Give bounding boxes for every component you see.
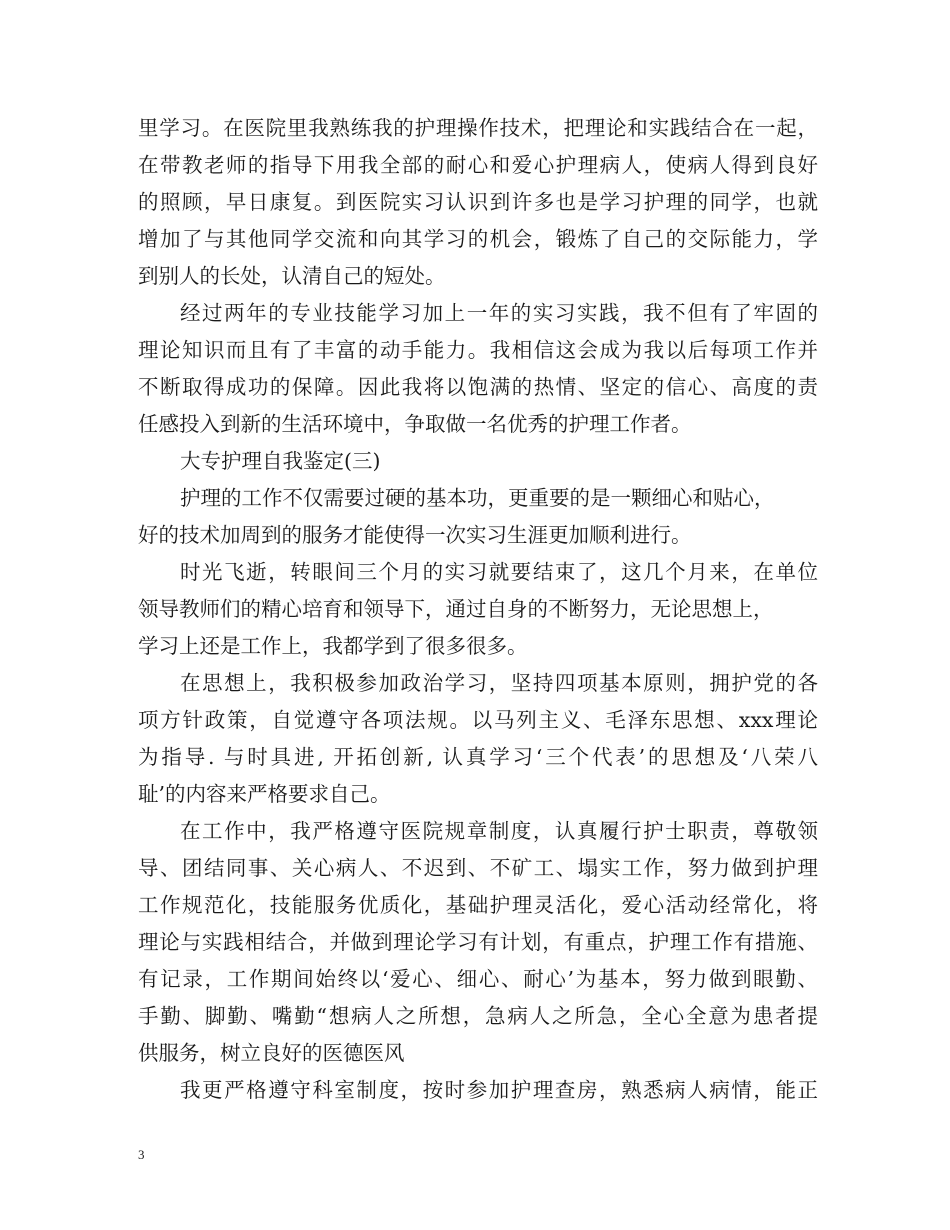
text-line: 有记录，工作期间始终以‘爱心、细心、耐心’为基本，努力做到眼勤、 xyxy=(138,967,818,991)
text-line: 领导教师们的精心培育和领导下，通过自身的不断努力，无论思想上， xyxy=(138,597,774,621)
text-line: 我更严格遵守科室制度，按时参加护理查房，熟悉病人病情，能正 xyxy=(180,1078,818,1102)
text-line: 好的技术加周到的服务才能使得一次实习生涯更加顺利进行。 xyxy=(138,523,692,547)
text-line: 任感投入到新的生活环境中，争取做一名优秀的护理工作者。 xyxy=(138,412,692,436)
page-number: 3 xyxy=(138,1147,145,1162)
text-line: 耻’的内容来严格要求自己。 xyxy=(138,782,391,806)
text-line: 为指导. 与时具进, 开拓创新, 认真学习‘三个代表’的思想及‘八荣八 xyxy=(138,745,818,769)
text-line: 理论与实践相结合，并做到理论学习有计划，有重点，护理工作有措施、 xyxy=(138,930,818,954)
document-body xyxy=(138,110,818,1109)
text-line: 手勤、脚勤、嘴勤“想病人之所想，急病人之所急，全心全意为患者提 xyxy=(138,1004,818,1028)
text-line: 不断取得成功的保障。因此我将以饱满的热情、坚定的信心、高度的责 xyxy=(138,375,818,399)
text-line: 项方针政策，自觉遵守各项法规。以马列主义、毛泽东思想、xxx理论 xyxy=(138,708,818,732)
text-line: 的照顾，早日康复。到医院实习认识到许多也是学习护理的同学，也就 xyxy=(138,190,818,214)
text-line: 里学习。在医院里我熟练我的护理操作技术，把理论和实践结合在一起， xyxy=(138,116,818,140)
text-line: 导、团结同事、关心病人、不迟到、不矿工、塌实工作，努力做到护理 xyxy=(138,856,818,880)
text-line: 经过两年的专业技能学习加上一年的实习实践，我不但有了牢固的 xyxy=(180,301,818,325)
text-line: 大专护理自我鉴定(三) xyxy=(180,449,381,473)
text-line: 在带教老师的指导下用我全部的耐心和爱心护理病人，使病人得到良好 xyxy=(138,153,818,177)
text-line: 护理的工作不仅需要过硬的基本功，更重要的是一颗细心和贴心， xyxy=(180,486,775,510)
text-line: 供服务，树立良好的医德医风 xyxy=(138,1041,405,1065)
text-line: 在思想上，我积极参加政治学习，坚持四项基本原则，拥护党的各 xyxy=(180,671,818,695)
text-line: 工作规范化，技能服务优质化，基础护理灵活化，爱心活动经常化，将 xyxy=(138,893,818,917)
text-line: 在工作中，我严格遵守医院规章制度，认真履行护士职责，尊敬领 xyxy=(180,819,818,843)
text-line: 增加了与其他同学交流和向其学习的机会，锻炼了自己的交际能力，学 xyxy=(138,227,818,251)
text-line: 到别人的长处，认清自己的短处。 xyxy=(138,264,446,288)
text-line: 理论知识而且有了丰富的动手能力。我相信这会成为我以后每项工作并 xyxy=(138,338,818,362)
text-line: 学习上还是工作上，我都学到了很多很多。 xyxy=(138,634,528,658)
text-line: 时光飞逝，转眼间三个月的实习就要结束了，这几个月来，在单位 xyxy=(180,560,818,584)
